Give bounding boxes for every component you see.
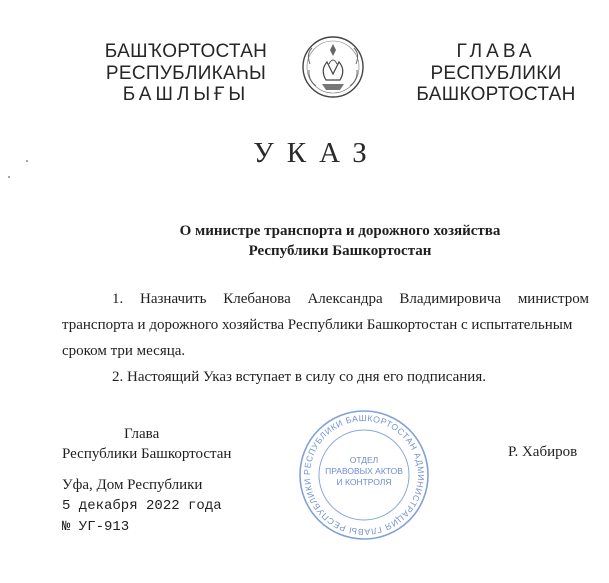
scan-dot: [8, 176, 10, 178]
decree-subject-line-2: Республики Башкортостан: [248, 243, 432, 259]
official-stamp: [296, 407, 432, 543]
decree-subject: [90, 221, 590, 261]
coat-of-arms-emblem-icon: [300, 34, 366, 100]
header-russian-line-2: РЕСПУБЛИКИ: [430, 62, 562, 84]
header-bashkir-line-2: РЕСПУБЛИКАҺЫ: [105, 62, 267, 84]
issue-place: Уфа, Дом Республики: [62, 477, 203, 493]
signatory-position-line-1: Глава: [124, 426, 160, 442]
header-bashkir: [86, 41, 286, 106]
item-1-line-1: 1. Назначить Клебанова Александра Владимировича министром: [112, 291, 589, 307]
decree-subject-line-1: О министре транспорта и дорожного хозяйства: [179, 223, 501, 239]
stamp-center-line-3: И КОНТРОЛЯ: [336, 477, 392, 487]
decree-title: УКАЗ: [253, 137, 380, 169]
scan-dot: [26, 160, 28, 162]
stamp-center-line-1: ОТДЕЛ: [349, 455, 379, 465]
stamp-ring-text: РЕСПУБЛИКИ БАШКОРТОСТАН АДМИНИСТРАЦИЯ ГЛАВЫ РЕСПУБЛИКИ: [301, 412, 427, 538]
stamp-center-line-2: ПРАВОВЫХ АКТОВ: [325, 466, 403, 476]
header-bashkir-line-1: БАШҠОРТОСТАН: [104, 41, 268, 62]
signatory-name: Р. Хабиров: [508, 444, 578, 460]
header-russian: [396, 41, 596, 106]
header-russian-line-3: БАШКОРТОСТАН: [416, 84, 576, 105]
item-1-line-3: сроком три месяца.: [62, 343, 186, 359]
item-1-line-2: транспорта и дорожного хозяйства Республики Башкортостан с испытательным: [62, 317, 573, 333]
signatory-position: [62, 424, 242, 464]
decree-number: № УГ-913: [62, 519, 130, 535]
signatory-position-line-2: Республики Башкортостан: [62, 446, 232, 462]
header-russian-line-1: ГЛАВА: [456, 41, 536, 62]
item-2: 2. Настоящий Указ вступает в силу со дня его подписания.: [112, 369, 486, 385]
issue-date: 5 декабря 2022 года: [62, 498, 222, 514]
header-bashkir-line-3: БАШЛЫҒЫ: [122, 84, 250, 105]
